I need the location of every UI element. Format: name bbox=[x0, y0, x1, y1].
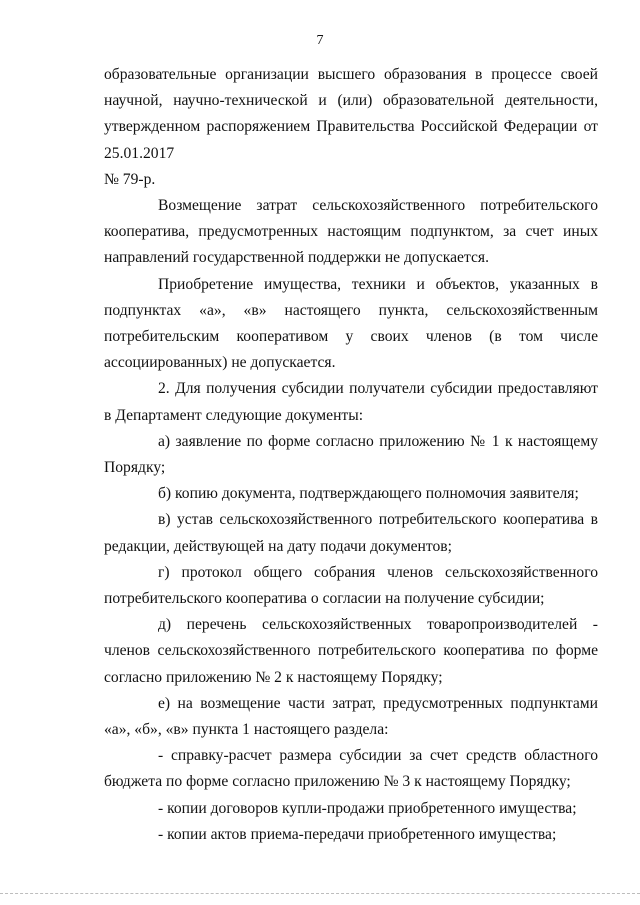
list-item-e: е) на возмещение части затрат, предусмотренных подпунктами «а», «б», «в» пункта 1 настоящего раздела: bbox=[104, 694, 598, 739]
sub-item-acts: - копии актов приема-передачи приобретенного имущества; bbox=[158, 825, 557, 843]
paragraph-order-number: № 79-р. bbox=[104, 170, 156, 188]
sub-item-calculation: - справку-расчет размера субсидии за счет средств областного бюджета по форме согласно приложению № 3 к настоящему Порядку; bbox=[104, 747, 598, 791]
sub-item-contracts: - копии договоров купли-продажи приобретенного имущества; bbox=[158, 799, 577, 817]
document-body bbox=[104, 62, 598, 848]
paragraph-reimbursement-restriction: Возмещение затрат сельскохозяйственного потребительского кооператива, предусмотренных настоящим подпунктом, за счет иных направлений государственной поддержки не допускается. bbox=[104, 197, 598, 267]
list-item-b: б) копию документа, подтверждающего полномочия заявителя; bbox=[158, 485, 579, 503]
list-item-d: д) перечень сельскохозяйственных товаропроизводителей - членов сельскохозяйственного потребительского кооператива по форме согласно приложению № 2 к настоящему Порядку; bbox=[104, 616, 598, 686]
list-item-a: а) заявление по форме согласно приложению № 1 к настоящему Порядку; bbox=[104, 432, 598, 477]
paragraph-continuation: образовательные организации высшего образования в процессе своей научной, научно-технической и (или) образовательной деятельности, утвержденном распоряжением Правительства Российской Федерации от 25.01.2017 bbox=[104, 66, 598, 162]
paragraph-clause-2: 2. Для получения субсидии получатели субсидии предоставляют в Департамент следующие документы: bbox=[104, 380, 598, 424]
paragraph-property-acquisition: Приобретение имущества, техники и объектов, указанных в подпунктах «а», «в» настоящего пункта, сельскохозяйственным потребительским кооперативом у своих членов (в том числе ассоциированных) не допускается. bbox=[104, 275, 598, 372]
list-item-g: г) протокол общего собрания членов сельскохозяйственного потребительского кооператива о согласии на получение субсидии; bbox=[104, 563, 598, 608]
scan-edge-divider bbox=[0, 893, 640, 894]
list-item-v: в) устав сельскохозяйственного потребительского кооператива в редакции, действующей на дату подачи документов; bbox=[104, 511, 598, 555]
page-number: 7 bbox=[316, 33, 324, 48]
